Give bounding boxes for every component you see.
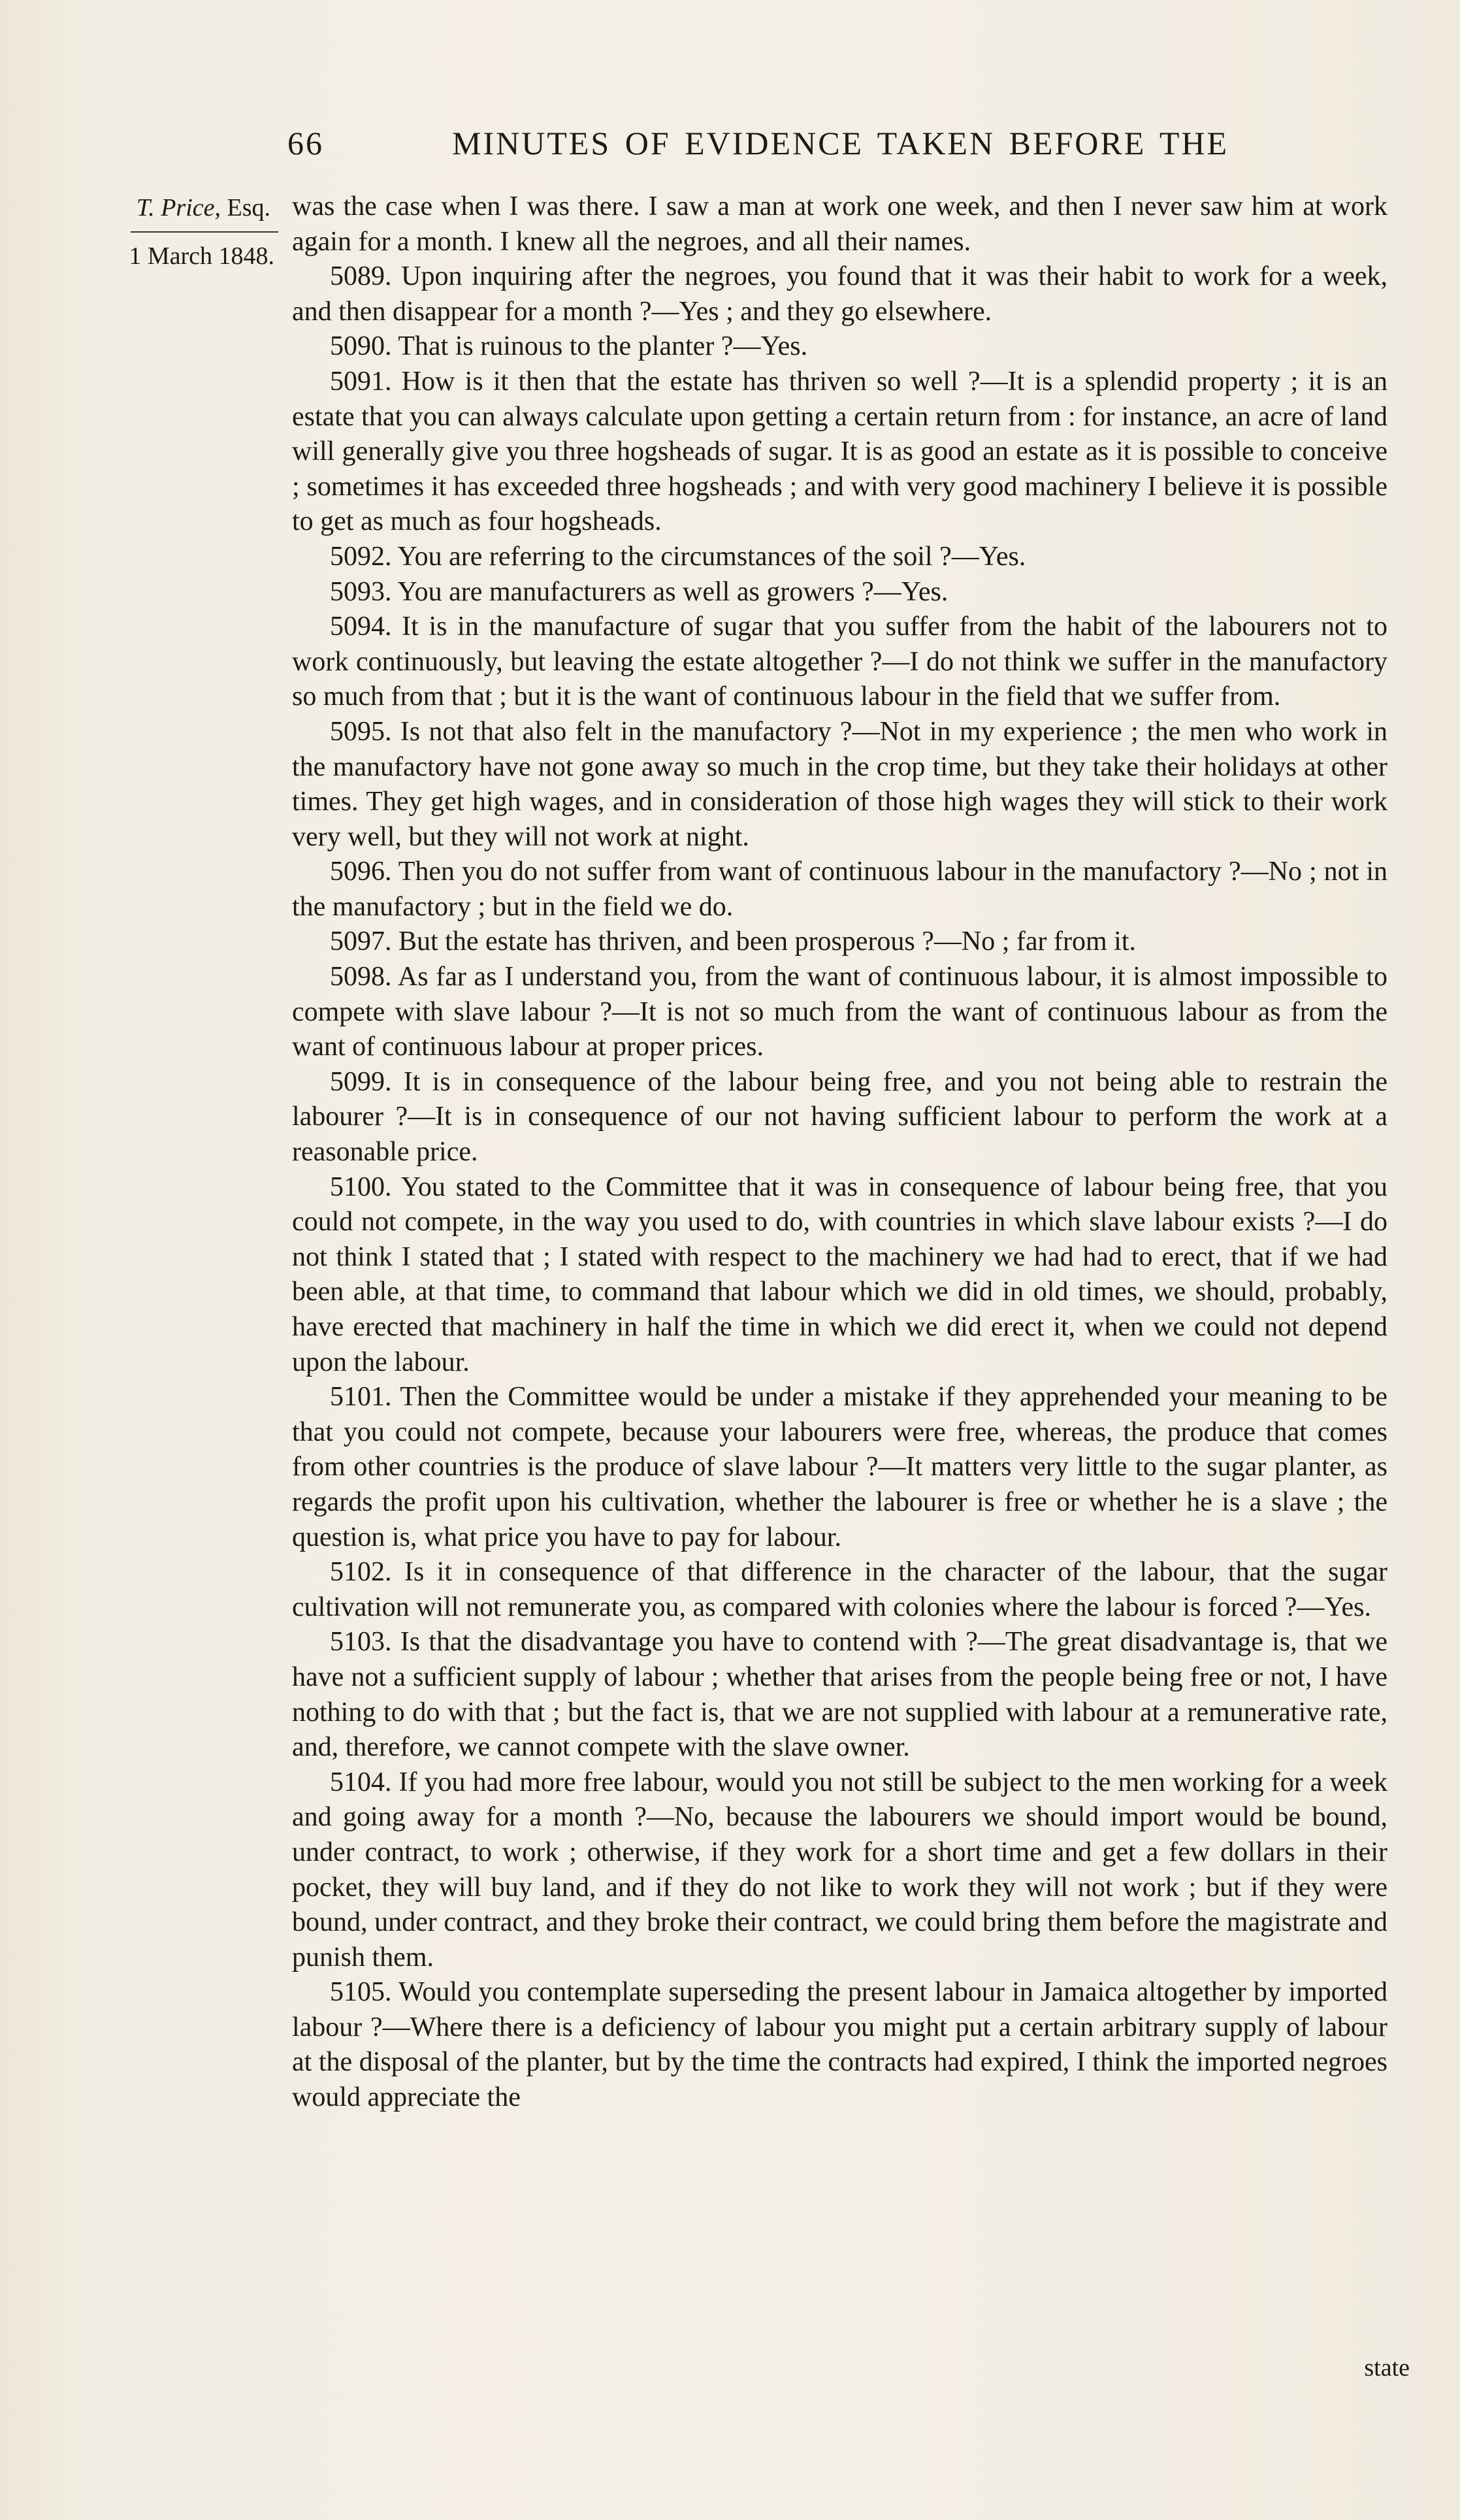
evidence-date: 1 March 1848. — [129, 242, 274, 270]
question-5101: 5101. Then the Committee would be under a mistake if they apprehended your meaning to be that you could not compete, because your labourers were free, whereas, the produce that comes from other countries is the produce of slave labour ?—It matters very little to the sugar planter, as regards the profit upon his cultivation, whether the labourer is free or whether he is a slave ; the question is, what price you have to pay for labour. — [292, 1382, 1387, 1552]
running-title: MINUTES OF EVIDENCE TAKEN BEFORE THE — [452, 125, 1229, 161]
question-5097: 5097. But the estate has thriven, and been prosperous ?—No ; far from it. — [330, 926, 1137, 957]
margin-rule — [131, 231, 278, 233]
question-5100: 5100. You stated to the Committee that it was in consequence of labour being free, that you could not compete, in the way you used to do, with countries in which slave labour exists ?—I do not think I stated that ; I stated with respect to the machinery we had had to erect, that if we had been able, at that time, to command that labour which we did in old times, we should, probably, have erected that machinery in half the time in which we did erect it, when we could not depend upon the labour. — [292, 1171, 1387, 1377]
question-5098: 5098. As far as I understand you, from the want of continuous labour, it is almost impossible to compete with slave labour ?—It is not so much from the want of continuous labour as from the want of continuous labour at proper prices. — [292, 962, 1387, 1062]
question-5102: 5102. Is it in consequence of that difference in the character of the labour, that the sugar cultivation will not remunerate you, as compared with colonies where the labour is forced ?—Yes. — [292, 1557, 1387, 1622]
question-5099: 5099. It is in consequence of the labour being free, and you not being able to restrain the labourer ?—It is in consequence of our not having sufficient labour to perform the work at a reasonable price. — [292, 1066, 1387, 1168]
page-number: 66 — [287, 125, 324, 161]
question-5105: 5105. Would you contemplate superseding the present labour in Jamaica altogether by imported labour ?—Where there is a deficiency of labour you might put a certain arbitrary supply of labour at the disposal of the planter, but by the time the contracts had expired, I think the imported negroes would appreciate the — [292, 1977, 1387, 2113]
evidence-body — [292, 189, 1387, 2116]
page-header — [287, 124, 1398, 170]
question-5104: 5104. If you had more free labour, would you not still be subject to the men working for a week and going away for a month ?—No, because the labourers we should import would be bound, under contract, to work ; otherwise, if they work for a short time and get a few dollars in their pocket, they will buy land, and if they do not like to work they will not work ; but if they were bound, under contract, and they broke their contract, we could bring them before the magistrate and punish them. — [292, 1767, 1387, 1972]
witness-title: Esq. — [227, 194, 270, 221]
question-5092: 5092. You are referring to the circumstances of the soil ?—Yes. — [330, 541, 1026, 572]
question-5095: 5095. Is not that also felt in the manufactory ?—Not in my experience ; the men who work in the manufactory have not gone away so much in the crop time, but they take their holidays at other times. They get high wages, and in consideration of those high wages they will stick to their work very well, but they will not work at night. — [292, 716, 1387, 852]
question-5094: 5094. It is in the manufacture of sugar that you suffer from the habit of the labourers not to work continuously, but leaving the estate altogether ?—I do not think we suffer in the manufactory so much from that ; but it is the want of continuous labour in the field that we suffer from. — [292, 612, 1387, 712]
witness-name: T. Price, — [136, 194, 221, 221]
catchword: state — [1364, 2354, 1410, 2381]
question-5089: 5089. Upon inquiring after the negroes, you found that it was their habit to work for a week, and then disappear for a month ?—Yes ; and they go elsewhere. — [292, 261, 1387, 327]
continued-answer: was the case when I was there. I saw a man at work one week, and then I never saw him at work again for a month. I knew all the negroes, and all their names. — [292, 191, 1387, 257]
witness-label — [85, 193, 281, 222]
margin-note — [85, 193, 281, 270]
question-5093: 5093. You are manufacturers as well as growers ?—Yes. — [330, 576, 949, 607]
question-5091: 5091. How is it then that the estate has thriven so well ?—It is a splendid property ; it is an estate that you can always calculate upon getting a certain return from : for instance, an acre of land will generally give you three hogsheads of sugar. It is as good an estate as it is possible to conceive ; sometimes it has exceeded three hogsheads ; and with very good machinery I believe it is possible to get as much as four hogsheads. — [292, 366, 1387, 537]
question-5096: 5096. Then you do not suffer from want of continuous labour in the manufactory ?—No ; not in the manufactory ; but in the field we do. — [292, 857, 1387, 922]
question-5090: 5090. That is ruinous to the planter ?—Yes. — [330, 331, 808, 362]
question-5103: 5103. Is that the disadvantage you have to contend with ?—The great disadvantage is, that we have not a sufficient supply of labour ; whether that arises from the people being free or not, I have nothing to do with that ; but the fact is, that we are not supplied with labour at a remunerative rate, and, therefore, we cannot compete with the slave owner. — [292, 1627, 1387, 1763]
